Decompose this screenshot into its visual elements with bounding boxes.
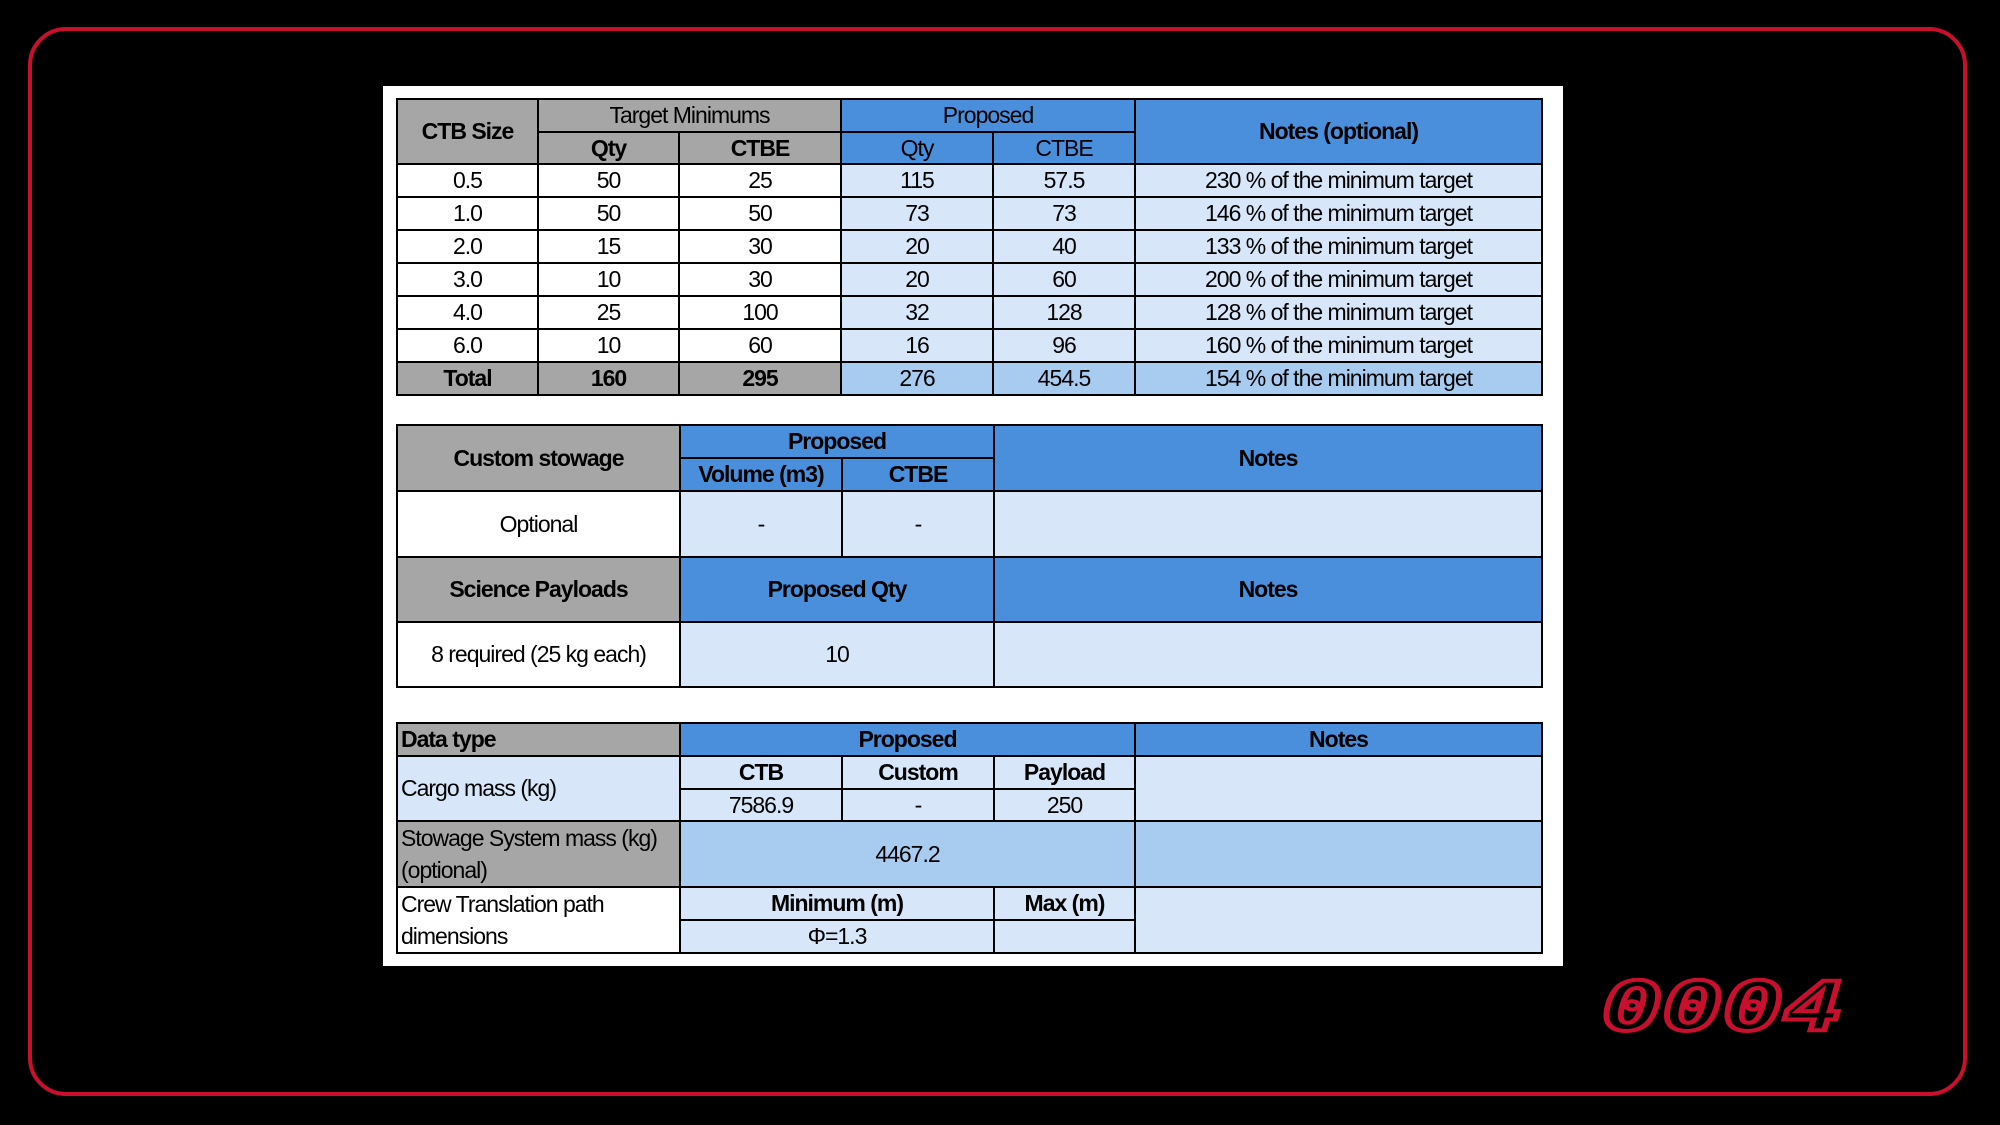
cell-proposed-qty: 73: [841, 197, 993, 230]
cell-target-ctbe: 25: [679, 164, 841, 197]
cell-size: 4.0: [397, 296, 538, 329]
cell-proposed-ctbe: 96: [993, 329, 1135, 362]
cell-proposed-qty: 20: [841, 263, 993, 296]
slide-number-text: 0004: [1602, 978, 1844, 1036]
header-notes: Notes (optional): [1135, 99, 1542, 164]
cell-ctbe: -: [842, 491, 994, 557]
header-volume: Volume (m3): [680, 458, 842, 491]
cell-target-qty: 15: [538, 230, 679, 263]
header-minimum: Minimum (m): [680, 887, 994, 920]
header-custom-stowage: Custom stowage: [397, 425, 680, 491]
cell-notes: [994, 491, 1542, 557]
cell-size: 1.0: [397, 197, 538, 230]
cell-notes: [994, 622, 1542, 687]
data-type-table: [396, 722, 1543, 954]
ctb-table: [396, 98, 1543, 396]
cell-target-qty: 10: [538, 263, 679, 296]
header-science-payloads: Science Payloads: [397, 557, 680, 622]
cell-proposed-ctbe: 128: [993, 296, 1135, 329]
cell-notes: [1135, 756, 1542, 821]
header-ctb: CTB: [680, 756, 842, 789]
header-proposed-qty: Qty: [841, 132, 993, 164]
table-row: [397, 296, 1542, 329]
cell-science-qty: 10: [680, 622, 994, 687]
cell-ctb-value: 7586.9: [680, 789, 842, 821]
cell-proposed-ctbe: 73: [993, 197, 1135, 230]
cell-payload-value: 250: [994, 789, 1135, 821]
slide-number-logo: [1602, 978, 1847, 1036]
header-notes: Notes: [1135, 723, 1542, 756]
cell-size: 2.0: [397, 230, 538, 263]
cell-custom-value: -: [842, 789, 994, 821]
cell-total-label: Total: [397, 362, 538, 395]
header-notes: Notes: [994, 557, 1542, 622]
cell-proposed-qty: 115: [841, 164, 993, 197]
cell-stowage-value: 4467.2: [680, 821, 1135, 887]
cell-volume: -: [680, 491, 842, 557]
header-ctbe: CTBE: [842, 458, 994, 491]
header-max: Max (m): [994, 887, 1135, 920]
table-row: [397, 821, 1542, 887]
cell-note: 230 % of the minimum target: [1135, 164, 1542, 197]
cell-proposed-qty: 20: [841, 230, 993, 263]
cell-proposed-qty: 16: [841, 329, 993, 362]
cell-size: 3.0: [397, 263, 538, 296]
cell-target-qty: 10: [538, 329, 679, 362]
cell-proposed-qty: 32: [841, 296, 993, 329]
table-row: [397, 164, 1542, 197]
cell-proposed-ctbe: 60: [993, 263, 1135, 296]
total-row: [397, 362, 1542, 395]
cell-max-value: [994, 920, 1135, 953]
cell-total-proposed-qty: 276: [841, 362, 993, 395]
header-target-ctbe: CTBE: [679, 132, 841, 164]
header-proposed: Proposed: [680, 723, 1135, 756]
table-row: [397, 263, 1542, 296]
table-row: [397, 197, 1542, 230]
cell-total-target-qty: 160: [538, 362, 679, 395]
cell-total-target-ctbe: 295: [679, 362, 841, 395]
header-proposed: Proposed: [680, 425, 994, 458]
cell-proposed-ctbe: 57.5: [993, 164, 1135, 197]
cell-science-label: 8 required (25 kg each): [397, 622, 680, 687]
header-proposed-qty: Proposed Qty: [680, 557, 994, 622]
table-row: [397, 230, 1542, 263]
cell-target-ctbe: 100: [679, 296, 841, 329]
cell-crew-label: Crew Translation path dimensions: [397, 887, 680, 953]
cell-note: 160 % of the minimum target: [1135, 329, 1542, 362]
table-row: [397, 622, 1542, 687]
header-custom: Custom: [842, 756, 994, 789]
header-target-qty: Qty: [538, 132, 679, 164]
cell-notes: [1135, 821, 1542, 887]
table-row: [397, 491, 1542, 557]
cell-target-qty: 25: [538, 296, 679, 329]
table-row: [397, 329, 1542, 362]
cell-note: 200 % of the minimum target: [1135, 263, 1542, 296]
header-ctb-size: CTB Size: [397, 99, 538, 164]
cell-target-qty: 50: [538, 164, 679, 197]
cell-optional: Optional: [397, 491, 680, 557]
cell-cargo-label: Cargo mass (kg): [397, 756, 680, 821]
header-target-minimums: Target Minimums: [538, 99, 841, 132]
header-proposed-ctbe: CTBE: [993, 132, 1135, 164]
cell-target-ctbe: 60: [679, 329, 841, 362]
document-sheet: [383, 86, 1563, 966]
custom-stowage-table: [396, 424, 1543, 688]
cell-proposed-ctbe: 40: [993, 230, 1135, 263]
cell-note: 128 % of the minimum target: [1135, 296, 1542, 329]
cell-notes: [1135, 887, 1542, 953]
cell-total-note: 154 % of the minimum target: [1135, 362, 1542, 395]
header-notes: Notes: [994, 425, 1542, 491]
header-data-type: Data type: [397, 723, 680, 756]
cell-target-qty: 50: [538, 197, 679, 230]
cell-target-ctbe: 30: [679, 230, 841, 263]
cell-target-ctbe: 50: [679, 197, 841, 230]
cell-size: 6.0: [397, 329, 538, 362]
header-payload: Payload: [994, 756, 1135, 789]
cell-size: 0.5: [397, 164, 538, 197]
cell-stowage-label: Stowage System mass (kg) (optional): [397, 821, 680, 887]
cell-note: 146 % of the minimum target: [1135, 197, 1542, 230]
cell-min-value: Φ=1.3: [680, 920, 994, 953]
header-proposed: Proposed: [841, 99, 1135, 132]
cell-target-ctbe: 30: [679, 263, 841, 296]
cell-note: 133 % of the minimum target: [1135, 230, 1542, 263]
cell-total-proposed-ctbe: 454.5: [993, 362, 1135, 395]
